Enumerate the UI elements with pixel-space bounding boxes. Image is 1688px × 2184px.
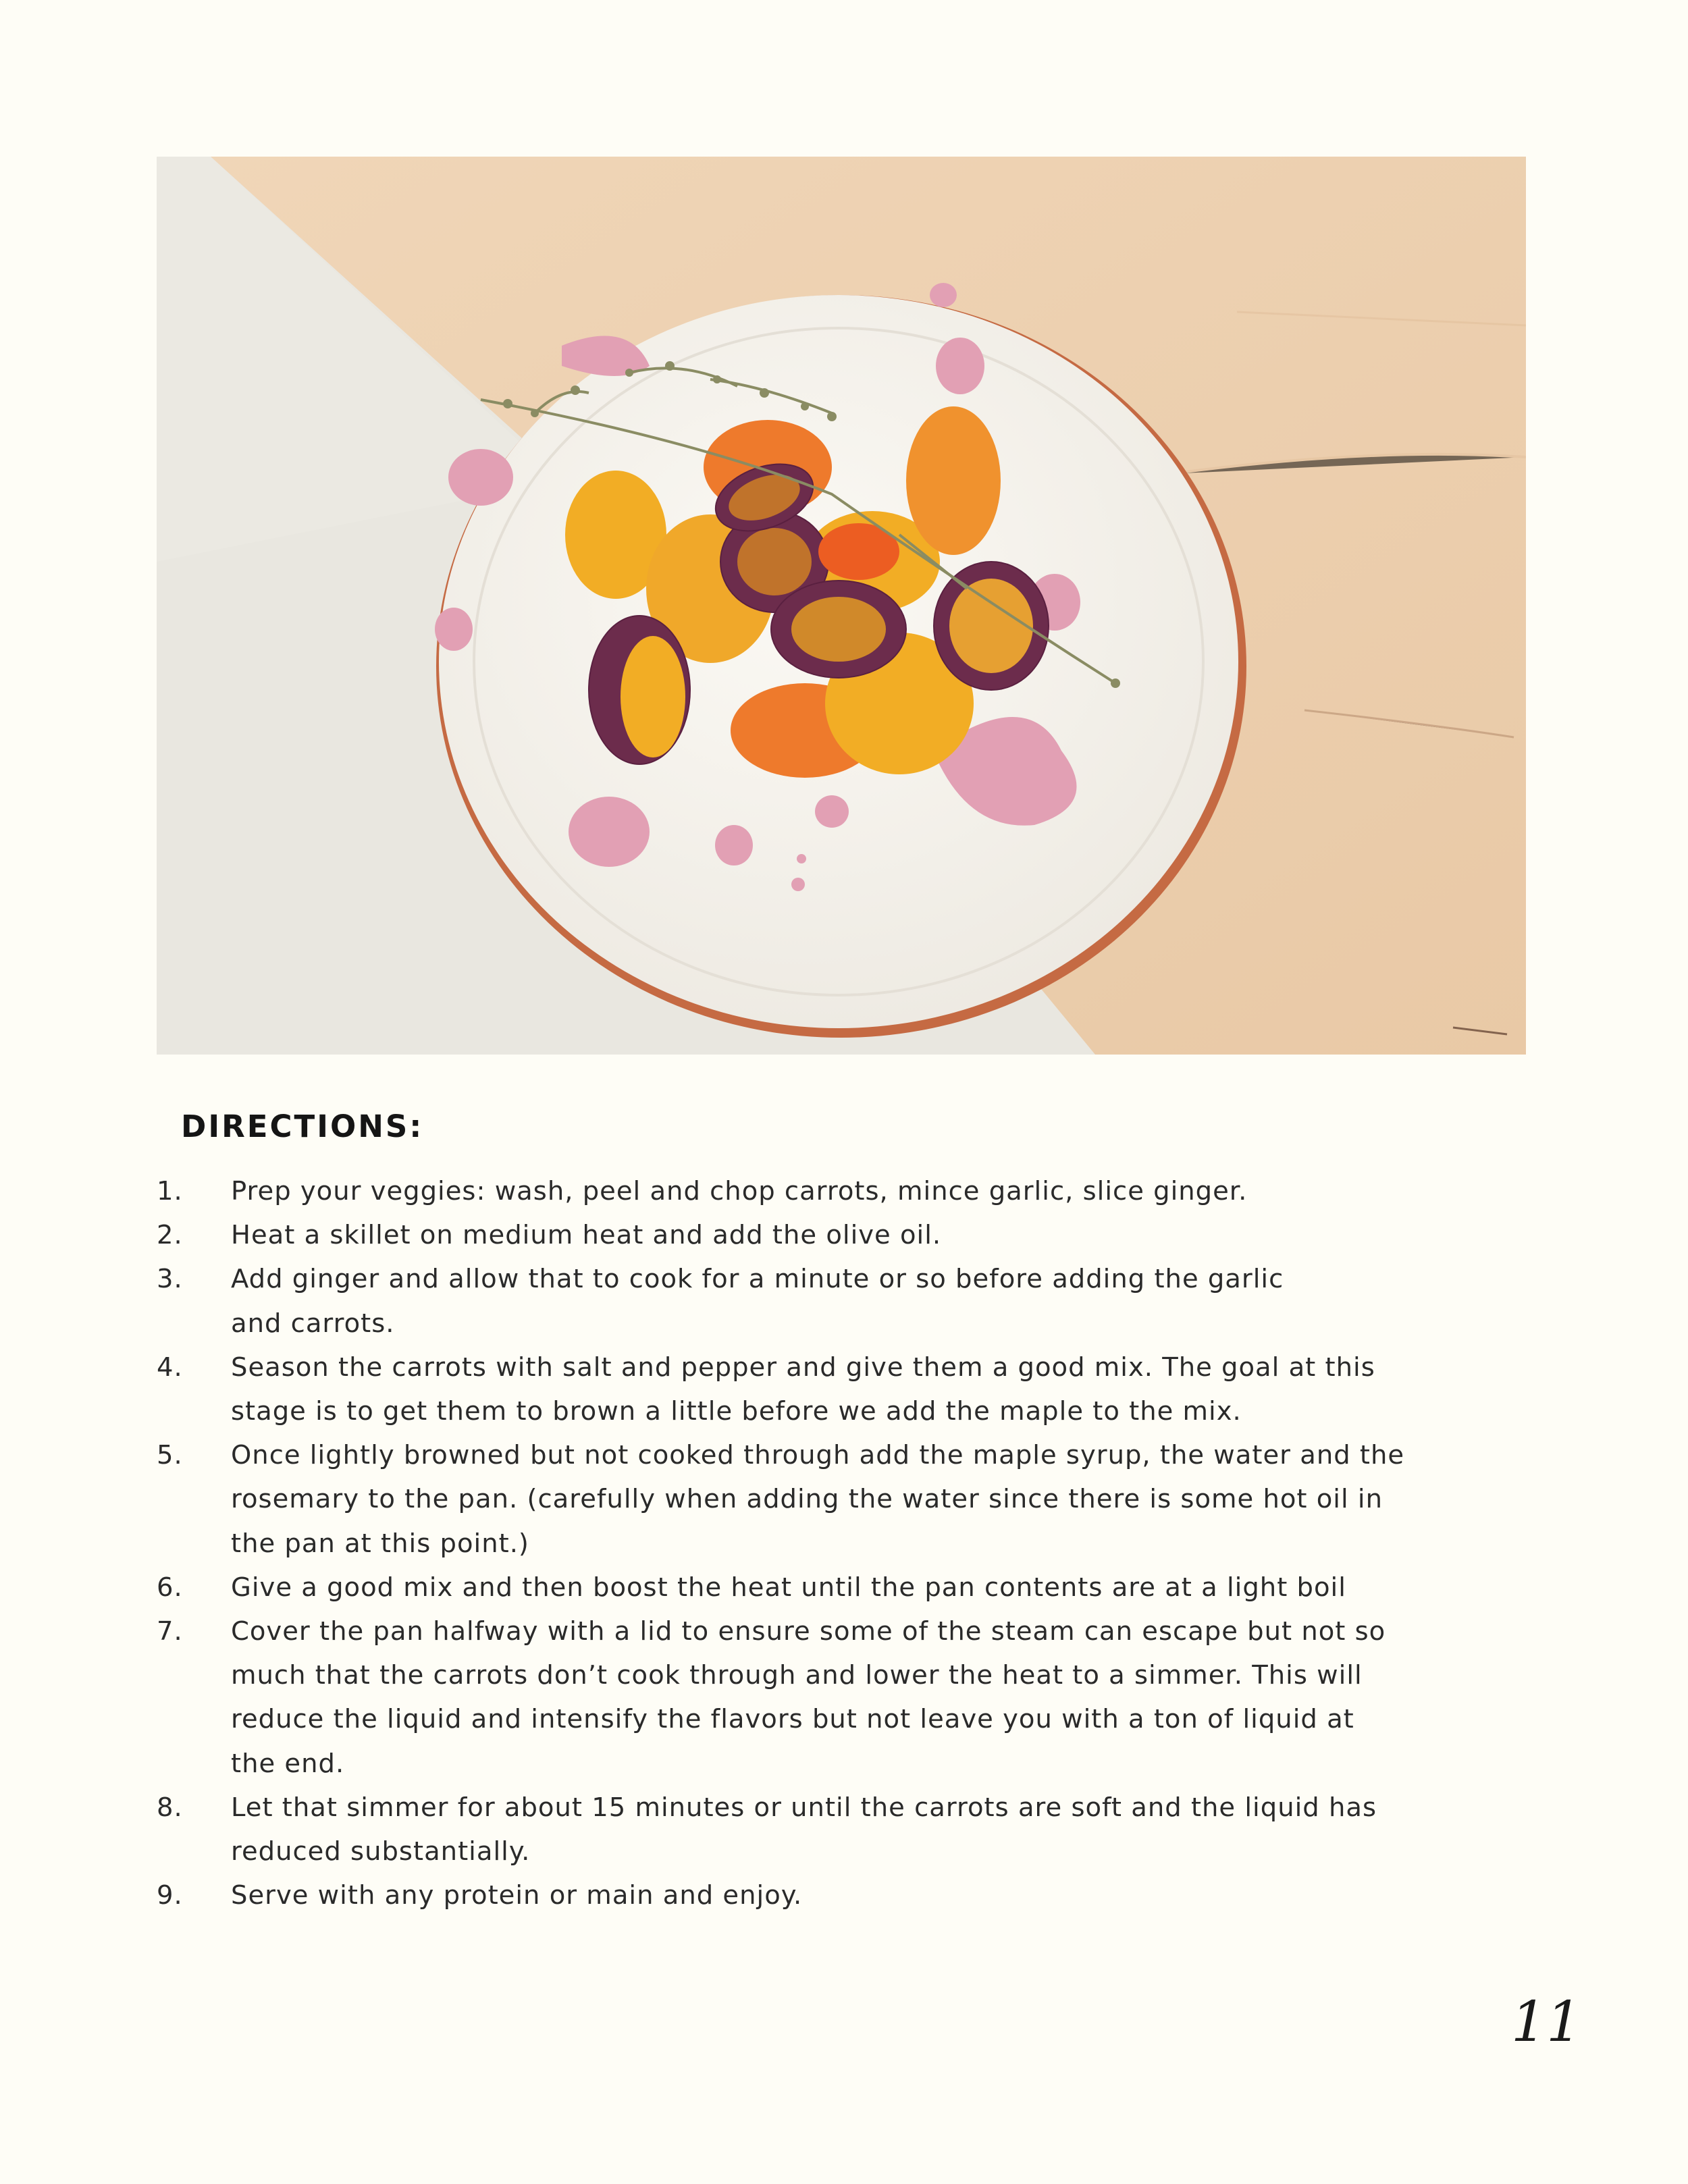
step-number: 7.: [157, 1616, 183, 1647]
direction-step: [157, 1213, 1494, 1257]
step-number: 5.: [157, 1440, 183, 1471]
step-number: 8.: [157, 1792, 183, 1823]
direction-step: [157, 1873, 1494, 1917]
step-number: 9.: [157, 1880, 183, 1911]
step-number: 1.: [157, 1176, 183, 1206]
step-text-line: Let that simmer for about 15 minutes or until the carrots are soft and the liquid has: [231, 1792, 1377, 1823]
direction-step: [157, 1346, 1494, 1433]
step-text-line: reduce the liquid and intensify the flavors but not leave you with a ton of liquid at: [231, 1704, 1354, 1735]
step-text-line: reduced substantially.: [231, 1836, 531, 1867]
step-text-line: stage is to get them to brown a little before we add the maple to the mix.: [231, 1396, 1242, 1427]
direction-step: [157, 1433, 1494, 1566]
direction-step: [157, 1786, 1494, 1873]
step-text-line: Season the carrots with salt and pepper and give them a good mix. The goal at this: [231, 1352, 1375, 1383]
roasted-carrots-photo: [157, 157, 1526, 1055]
step-number: 3.: [157, 1264, 183, 1295]
step-text-line: Cover the pan halfway with a lid to ensure some of the steam can escape but not so: [231, 1616, 1386, 1647]
step-text-line: much that the carrots don’t cook through and lower the heat to a simmer. This will: [231, 1660, 1363, 1691]
step-text-line: rosemary to the pan. (carefully when adding the water since there is some hot oil in: [231, 1484, 1383, 1515]
step-number: 6.: [157, 1572, 183, 1603]
step-text-line: Prep your veggies: wash, peel and chop carrots, mince garlic, slice ginger.: [231, 1176, 1248, 1206]
step-text-line: Add ginger and allow that to cook for a minute or so before adding the garlic: [231, 1264, 1284, 1295]
directions-list: [157, 1169, 1494, 1917]
direction-step: [157, 1169, 1494, 1213]
step-text-line: Once lightly browned but not cooked through add the maple syrup, the water and the: [231, 1440, 1405, 1471]
step-text-line: and carrots.: [231, 1308, 395, 1339]
step-number: 2.: [157, 1220, 183, 1251]
step-text-line: Serve with any protein or main and enjoy.: [231, 1880, 803, 1911]
page-number: 11: [1511, 1990, 1582, 2054]
step-number: 4.: [157, 1352, 183, 1383]
directions-heading: DIRECTIONS:: [181, 1109, 424, 1144]
step-text-line: the end.: [231, 1748, 345, 1779]
direction-step: [157, 1566, 1494, 1609]
step-text-line: Give a good mix and then boost the heat until the pan contents are at a light boil: [231, 1572, 1346, 1603]
direction-step: [157, 1609, 1494, 1786]
direction-step: [157, 1257, 1494, 1345]
step-text-line: the pan at this point.): [231, 1528, 529, 1559]
step-text-line: Heat a skillet on medium heat and add the olive oil.: [231, 1220, 942, 1251]
